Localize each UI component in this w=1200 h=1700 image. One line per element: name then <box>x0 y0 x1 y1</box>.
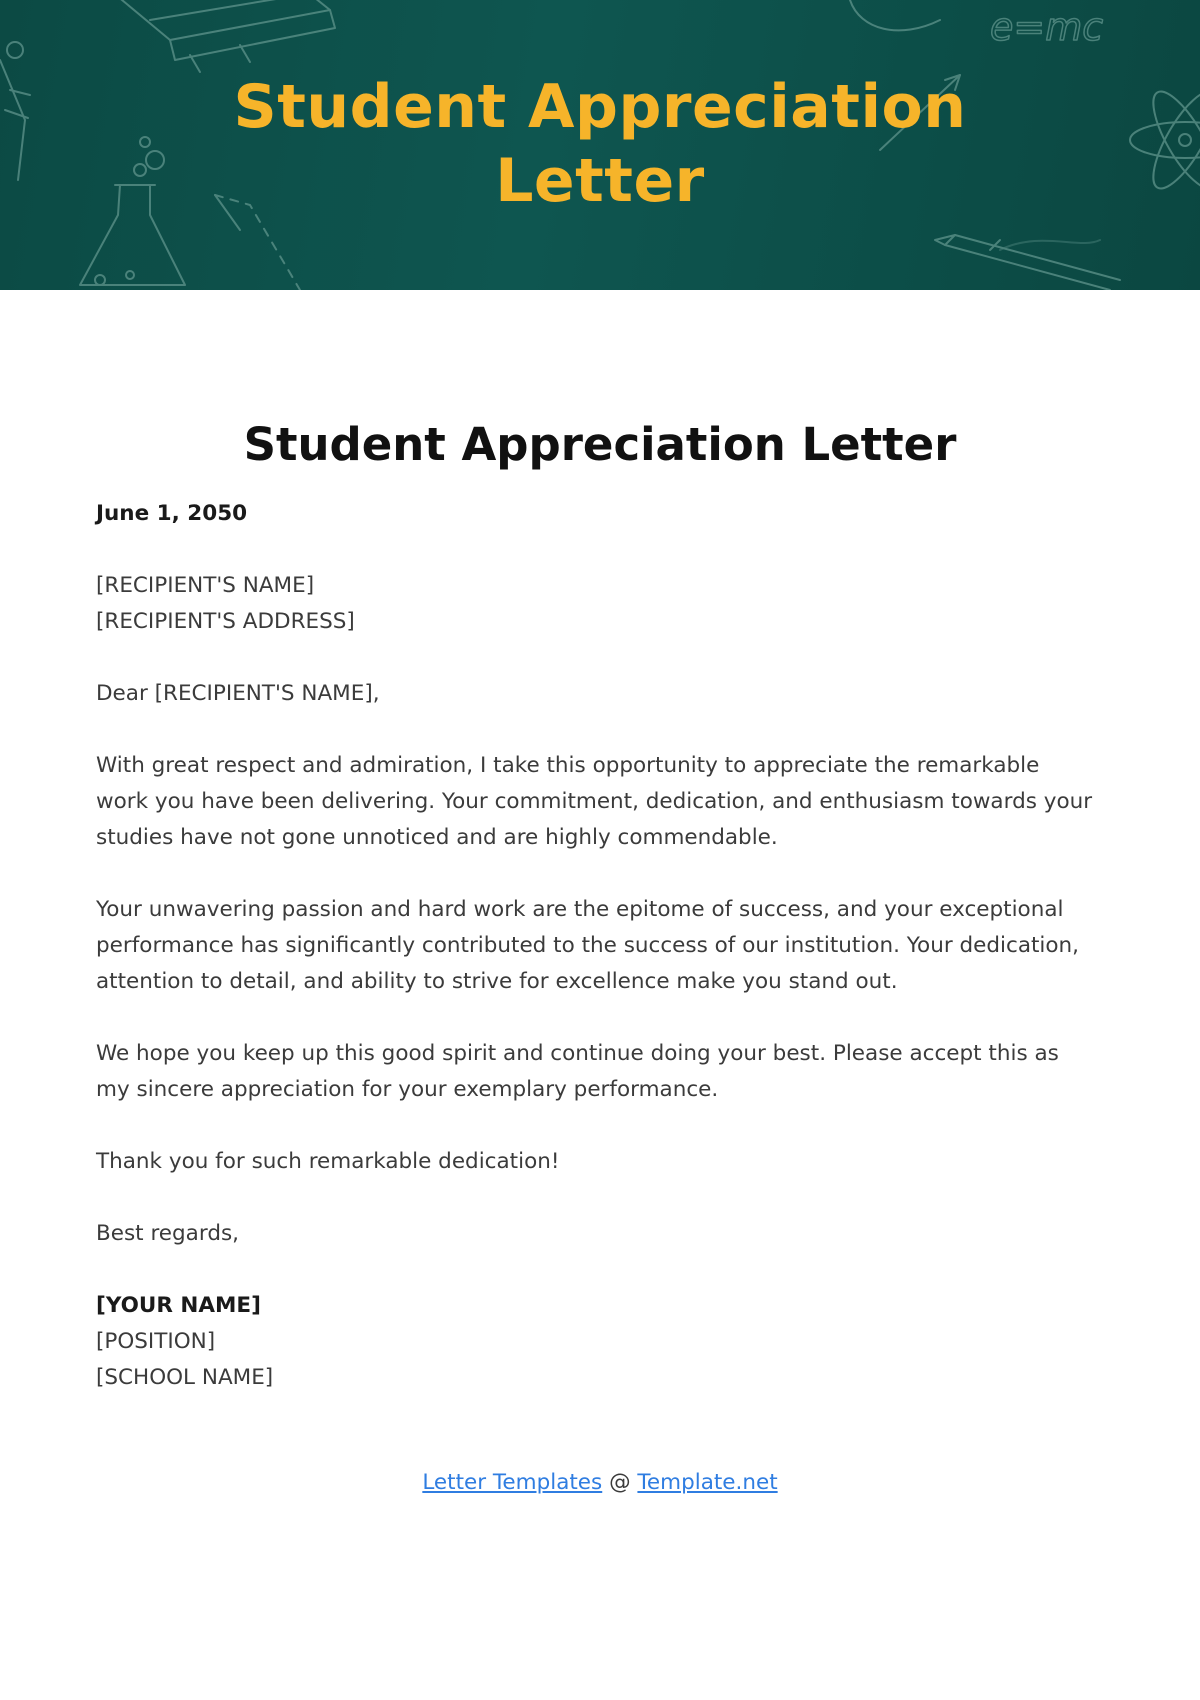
banner-title-line-2: Letter <box>495 146 705 216</box>
header-banner <box>0 0 1200 290</box>
banner-title-line-1: Student Appreciation <box>233 72 967 142</box>
paragraph-2: Your unwavering passion and hard work are the epitome of success, and your exceptional performance has significantly contributed to the success of our institution. Your dedication, attention to detail, and ability to strive for excellence make you stand out. <box>96 897 1080 994</box>
letter-date: June 1, 2050 <box>96 501 248 526</box>
paragraph-3: We hope you keep up this good spirit and continue doing your best. Please accept this as my sincere appreciation for your exemplary performance. <box>96 1041 1059 1102</box>
banner-title <box>0 70 1200 218</box>
footer-separator: @ <box>609 1470 631 1495</box>
signature-block <box>96 1288 1096 1396</box>
signature-school: [SCHOOL NAME] <box>96 1365 274 1390</box>
letter-body <box>96 496 1096 1432</box>
signature-position: [POSITION] <box>96 1329 216 1354</box>
recipient-address: [RECIPIENT'S ADDRESS] <box>96 609 355 634</box>
footer <box>0 1465 1200 1501</box>
recipient-name: [RECIPIENT'S NAME] <box>96 573 315 598</box>
signature-name: [YOUR NAME] <box>96 1293 261 1318</box>
closing: Best regards, <box>96 1221 240 1246</box>
document-title: Student Appreciation Letter <box>243 418 957 471</box>
recipient-block <box>96 568 1096 640</box>
template-net-link[interactable]: Template.net <box>637 1470 778 1495</box>
book-icon <box>110 0 335 72</box>
letter-templates-link[interactable]: Letter Templates <box>422 1470 603 1495</box>
formula-text: e=mc <box>990 5 1104 49</box>
paragraph-1: With great respect and admiration, I take this opportunity to appreciate the remarkable work you have been delivering. Your commitment, dedication, and enthusiasm towards your studies have not gone unnoticed and are highly commendable. <box>96 753 1093 850</box>
salutation: Dear [RECIPIENT'S NAME], <box>96 681 380 706</box>
paragraph-4: Thank you for such remarkable dedication! <box>96 1149 560 1174</box>
